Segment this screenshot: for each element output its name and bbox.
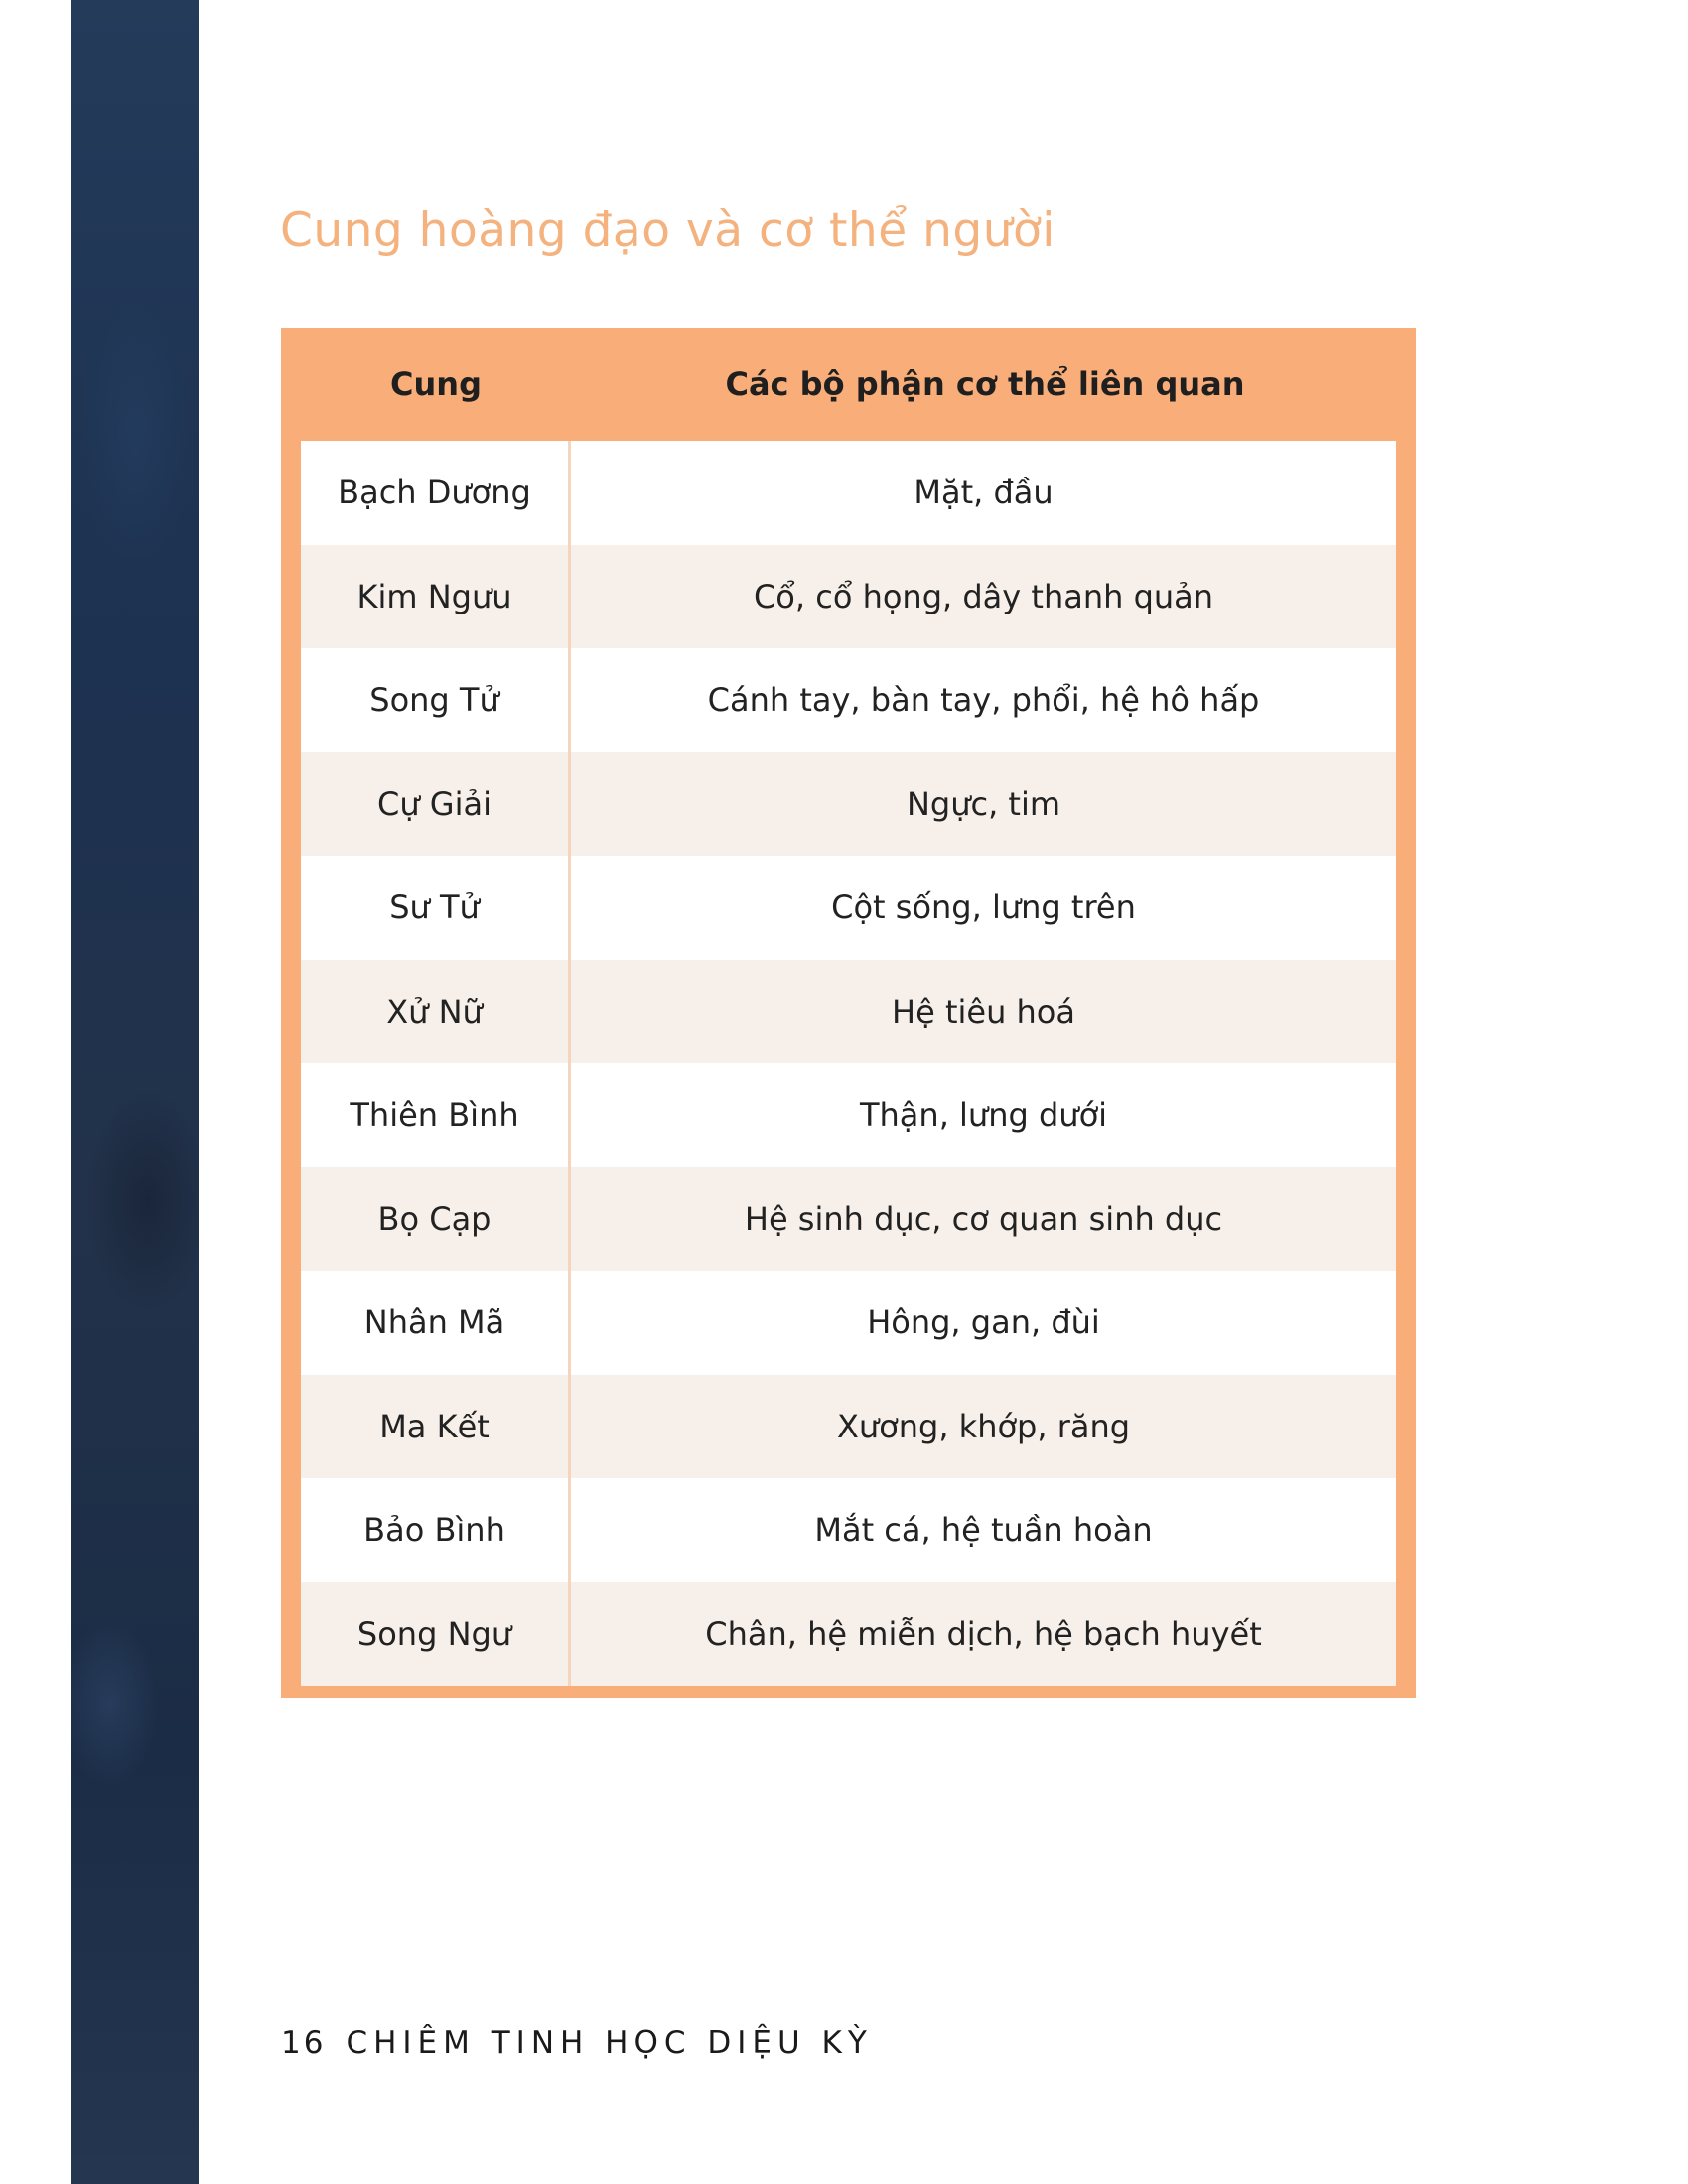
table-row	[301, 648, 1396, 752]
zodiac-body-table	[281, 328, 1416, 1698]
body-parts-cell: Xương, khớp, răng	[836, 1407, 1131, 1445]
table-row	[301, 1375, 1396, 1479]
table-row	[301, 545, 1396, 649]
header-body-parts: Các bộ phận cơ thể liên quan	[725, 365, 1245, 403]
sign-cell: Bạch Dương	[301, 441, 571, 545]
sign-cell: Song Tử	[301, 648, 571, 752]
body-parts-cell: Hông, gan, đùi	[867, 1303, 1100, 1342]
table-row	[301, 1582, 1396, 1687]
sign-cell: Sư Tử	[301, 856, 571, 960]
body-parts-cell: Cánh tay, bàn tay, phổi, hệ hô hấp	[707, 681, 1260, 720]
body-parts-cell: Cột sống, lưng trên	[831, 888, 1136, 927]
sign-cell: Kim Ngưu	[301, 545, 571, 649]
body-parts-cell: Thận, lưng dưới	[859, 1096, 1108, 1135]
sign-cell: Bảo Bình	[301, 1478, 571, 1582]
sign-cell: Xử Nữ	[301, 960, 571, 1064]
table-row	[301, 752, 1396, 857]
body-parts-cell: Hệ tiêu hoá	[892, 992, 1075, 1030]
table-row	[301, 1167, 1396, 1272]
body-parts-cell: Cổ, cổ họng, dây thanh quản	[753, 577, 1214, 615]
table-row	[301, 1063, 1396, 1167]
header-sign: Cung	[390, 365, 482, 403]
table-body	[301, 441, 1396, 1686]
book-title: CHIÊM TINH HỌC DIỆU KỲ	[346, 2025, 873, 2061]
page-title: Cung hoàng đạo và cơ thể người	[280, 204, 1055, 258]
table-row	[301, 1271, 1396, 1375]
table-row	[301, 856, 1396, 960]
body-parts-cell: Chân, hệ miễn dịch, hệ bạch huyết	[705, 1614, 1262, 1653]
book-spine-decoration	[71, 0, 199, 2184]
sign-cell: Cự Giải	[301, 752, 571, 857]
table-row	[301, 1478, 1396, 1582]
body-parts-cell: Mắt cá, hệ tuần hoàn	[814, 1511, 1153, 1550]
sign-cell: Ma Kết	[301, 1375, 571, 1479]
sign-cell: Song Ngư	[301, 1582, 571, 1687]
table-header	[281, 328, 1416, 441]
body-parts-cell: Hệ sinh dục, cơ quan sinh dục	[744, 1199, 1223, 1238]
page-footer	[281, 2025, 873, 2061]
table-row	[301, 960, 1396, 1064]
page-number: 16	[281, 2025, 327, 2061]
body-parts-cell: Ngực, tim	[906, 784, 1061, 823]
sign-cell: Bọ Cạp	[301, 1167, 571, 1272]
sign-cell: Nhân Mã	[301, 1271, 571, 1375]
body-parts-cell: Mặt, đầu	[914, 474, 1054, 512]
sign-cell: Thiên Bình	[301, 1063, 571, 1167]
table-row	[301, 441, 1396, 545]
